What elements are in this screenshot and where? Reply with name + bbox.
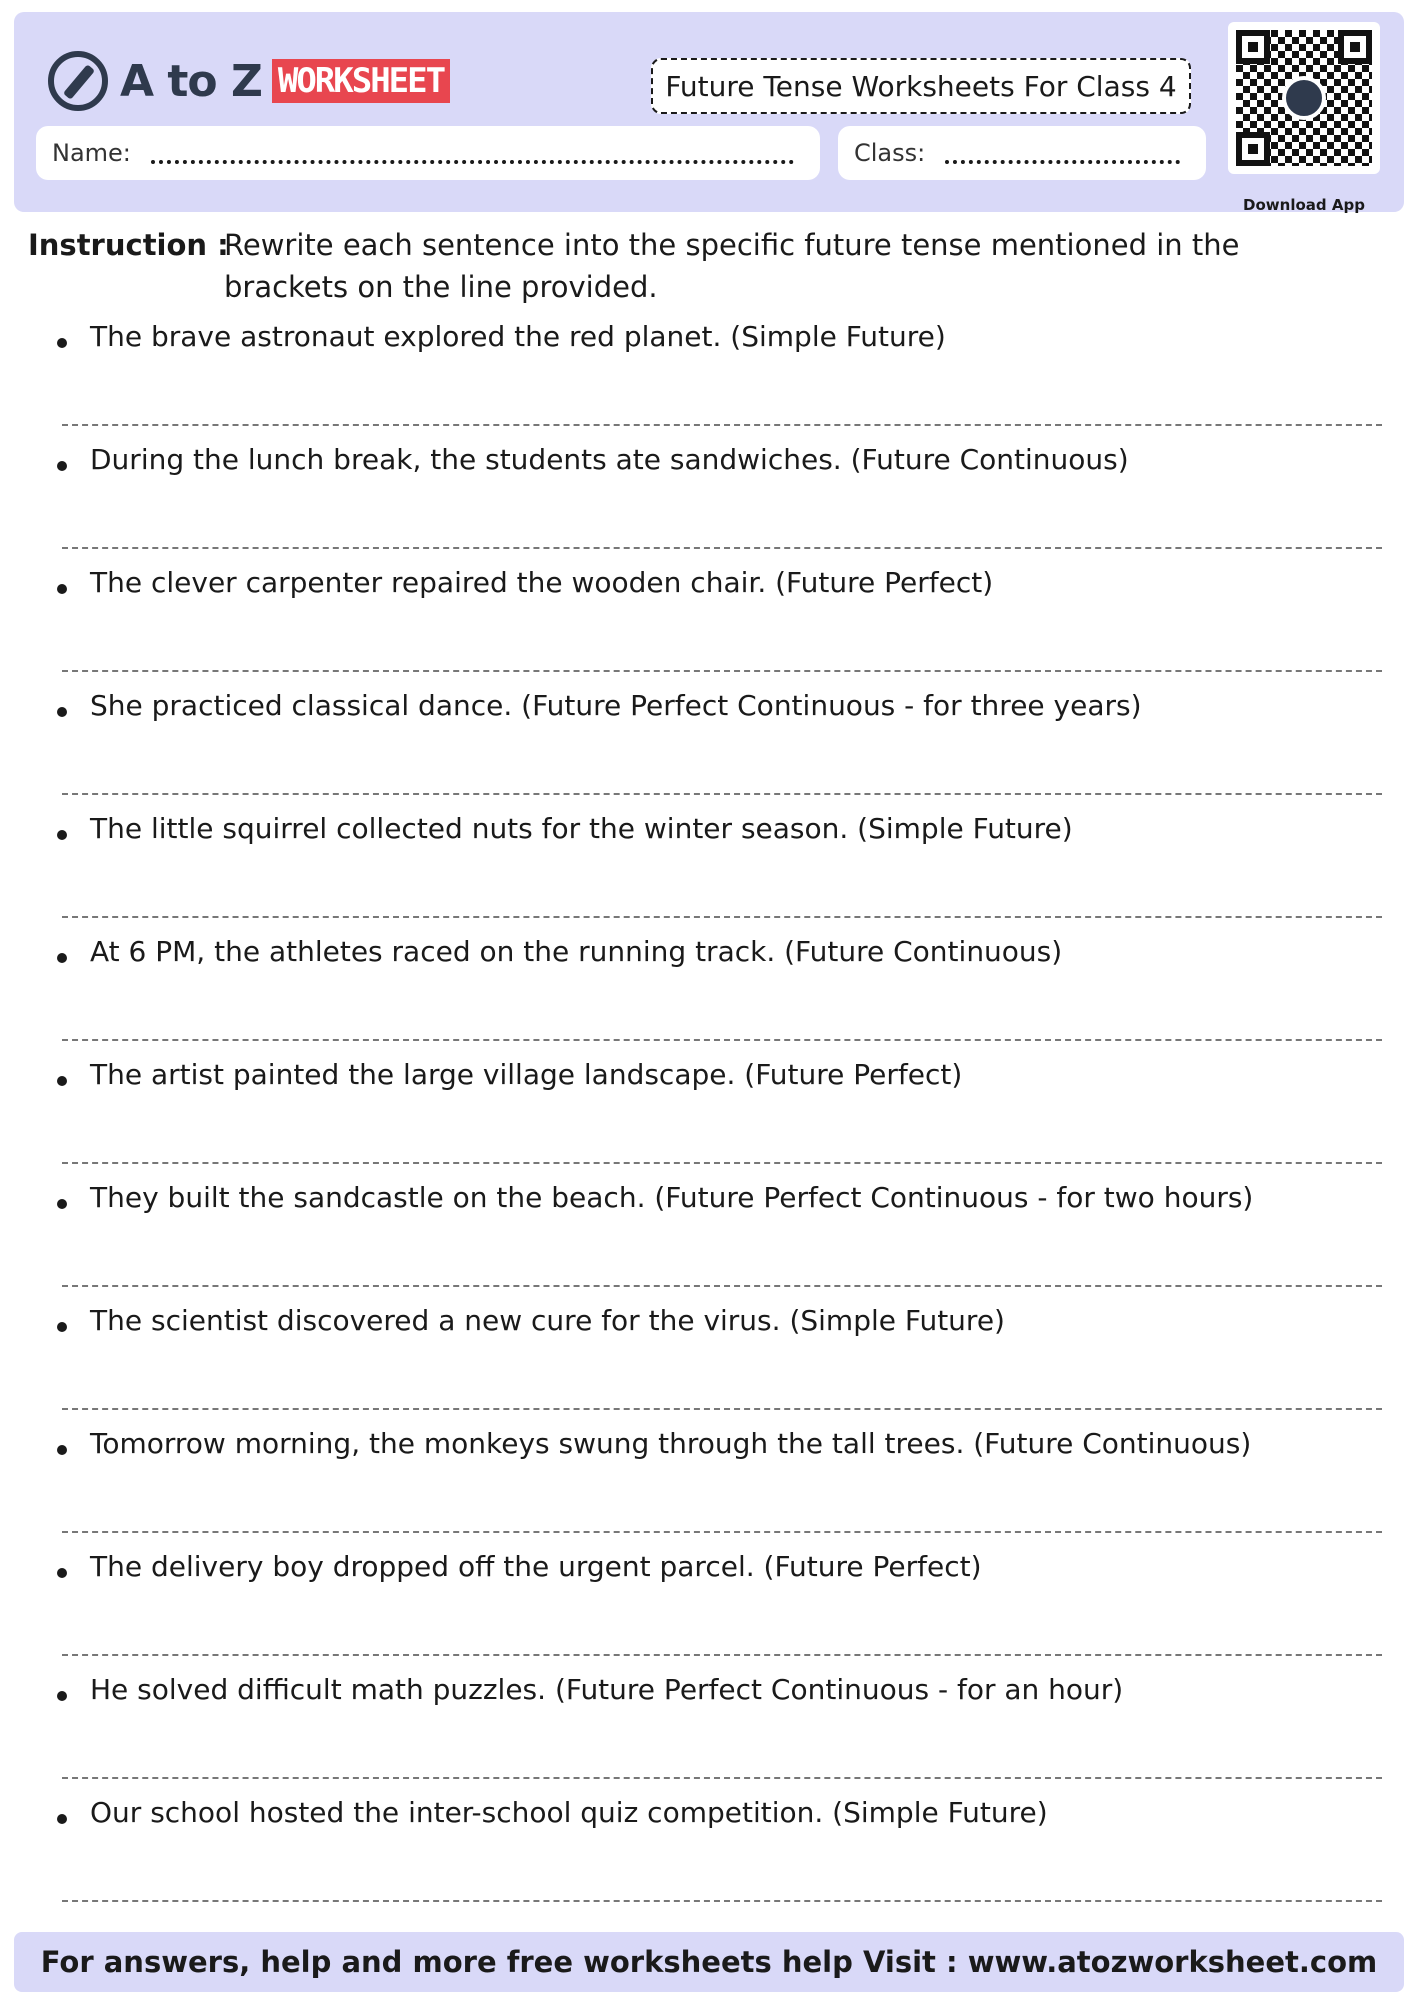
bullet-icon <box>57 1445 67 1455</box>
list-item <box>0 687 1414 810</box>
question-text: Our school hosted the inter-school quiz competition. (Simple Future) <box>90 1796 1048 1829</box>
download-app-label[interactable]: Download App <box>1243 196 1365 214</box>
answer-line[interactable] <box>62 1285 1382 1287</box>
app-logo-icon <box>1282 76 1326 120</box>
bullet-icon <box>57 1076 67 1086</box>
list-item <box>0 318 1414 441</box>
answer-line[interactable] <box>62 1777 1382 1779</box>
question-text: The clever carpenter repaired the wooden chair. (Future Perfect) <box>90 566 994 599</box>
list-item <box>0 1794 1414 1917</box>
qr-code-icon <box>1236 30 1372 166</box>
class-label: Class: <box>854 139 926 167</box>
class-blank-line[interactable] <box>945 142 1180 164</box>
instruction-label: Instruction : <box>28 228 229 262</box>
answer-line[interactable] <box>62 1162 1382 1164</box>
answer-line[interactable] <box>62 424 1382 426</box>
list-item <box>0 1179 1414 1302</box>
question-text: They built the sandcastle on the beach. (Future Perfect Continuous - for two hours) <box>90 1181 1254 1214</box>
bullet-icon <box>57 830 67 840</box>
answer-line[interactable] <box>62 1531 1382 1533</box>
question-text: During the lunch break, the students ate sandwiches. (Future Continuous) <box>90 443 1129 476</box>
list-item <box>0 1425 1414 1548</box>
answer-line[interactable] <box>62 547 1382 549</box>
worksheet-title: Future Tense Worksheets For Class 4 <box>651 58 1191 114</box>
question-text: She practiced classical dance. (Future Perfect Continuous - for three years) <box>90 689 1142 722</box>
question-text: Tomorrow morning, the monkeys swung through the tall trees. (Future Continuous) <box>90 1427 1252 1460</box>
footer-banner <box>14 1932 1404 1992</box>
name-field[interactable] <box>36 126 820 180</box>
bullet-icon <box>57 1199 67 1209</box>
question-text: The scientist discovered a new cure for the virus. (Simple Future) <box>90 1304 1005 1337</box>
list-item <box>0 933 1414 1056</box>
footer-link-text[interactable]: For answers, help and more free worksheets help Visit : www.atozworksheet.com <box>40 1945 1378 1979</box>
list-item <box>0 1056 1414 1179</box>
bullet-icon <box>57 1814 67 1824</box>
answer-line[interactable] <box>62 793 1382 795</box>
answer-line[interactable] <box>62 1900 1382 1902</box>
class-field[interactable] <box>838 126 1206 180</box>
list-item <box>0 1548 1414 1671</box>
worksheet-header <box>14 12 1404 212</box>
bullet-icon <box>57 1322 67 1332</box>
bullet-icon <box>57 707 67 717</box>
answer-line[interactable] <box>62 1654 1382 1656</box>
question-text: The little squirrel collected nuts for the winter season. (Simple Future) <box>90 812 1073 845</box>
instruction-text: Rewrite each sentence into the specific future tense mentioned in the brackets on the line provided. <box>224 228 1240 304</box>
answer-line[interactable] <box>62 1039 1382 1041</box>
list-item <box>0 564 1414 687</box>
bullet-icon <box>57 953 67 963</box>
question-text: At 6 PM, the athletes raced on the running track. (Future Continuous) <box>90 935 1063 968</box>
list-item <box>0 810 1414 933</box>
bullet-icon <box>57 461 67 471</box>
name-blank-line[interactable] <box>151 142 794 164</box>
question-text: The brave astronaut explored the red planet. (Simple Future) <box>90 320 946 353</box>
qr-code[interactable] <box>1228 22 1380 174</box>
question-text: The artist painted the large village landscape. (Future Perfect) <box>90 1058 963 1091</box>
logo-text: A to Z <box>120 55 262 107</box>
logo-badge: WORKSHEET <box>272 59 450 103</box>
pen-logo-icon <box>48 51 108 111</box>
bullet-icon <box>57 1691 67 1701</box>
answer-line[interactable] <box>62 916 1382 918</box>
bullet-icon <box>57 1568 67 1578</box>
site-logo[interactable] <box>48 46 450 116</box>
question-text: The delivery boy dropped off the urgent parcel. (Future Perfect) <box>90 1550 982 1583</box>
name-label: Name: <box>52 139 131 167</box>
list-item <box>0 1671 1414 1794</box>
list-item <box>0 1302 1414 1425</box>
answer-line[interactable] <box>62 1408 1382 1410</box>
bullet-icon <box>57 584 67 594</box>
bullet-icon <box>57 338 67 348</box>
answer-line[interactable] <box>62 670 1382 672</box>
list-item <box>0 441 1414 564</box>
question-text: He solved difficult math puzzles. (Future Perfect Continuous - for an hour) <box>90 1673 1124 1706</box>
